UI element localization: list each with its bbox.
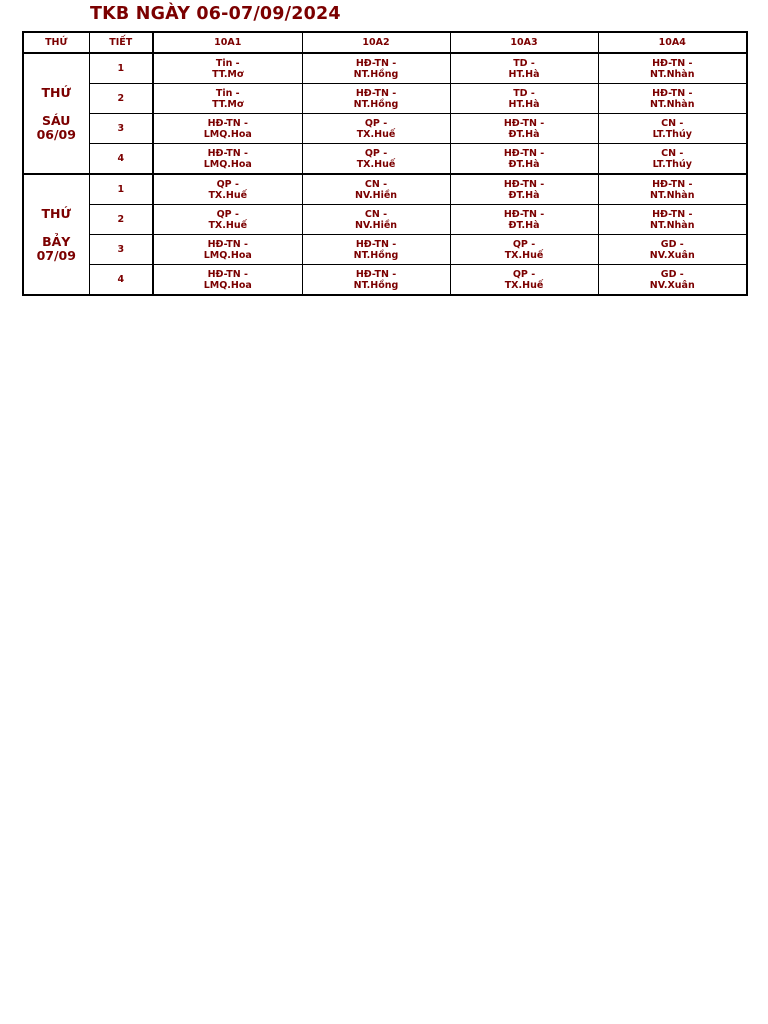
lesson-subject: HĐ-TN - (207, 117, 248, 129)
lesson-teacher: TX.Huế (208, 189, 248, 201)
lesson-subject: Tin - (215, 87, 240, 99)
lesson-cell (450, 53, 598, 84)
lesson-cell (153, 144, 302, 175)
day-label-date: 06/09 (36, 126, 76, 142)
lesson-teacher: ĐT.Hà (508, 219, 540, 231)
lesson-cell (302, 174, 450, 205)
period-number: 2 (89, 84, 153, 114)
lesson-subject: HĐ-TN - (355, 238, 397, 250)
lesson-teacher: TX.Huế (208, 219, 248, 231)
lesson-teacher: TX.Huế (356, 128, 396, 140)
lesson-cell (598, 144, 747, 175)
lesson-cell (302, 114, 450, 144)
header-row (23, 32, 747, 53)
day-label-gap (24, 100, 89, 114)
lesson-subject: GD - (660, 238, 684, 250)
table-row (23, 84, 747, 114)
lesson-teacher: NT.Hồng (353, 68, 399, 80)
lesson-cell (302, 53, 450, 84)
lesson-cell (450, 205, 598, 235)
lesson-cell (598, 53, 747, 84)
lesson-subject: HĐ-TN - (355, 57, 397, 69)
lesson-subject: CN - (364, 208, 388, 220)
lesson-teacher: NT.Nhàn (650, 98, 695, 110)
lesson-cell (450, 235, 598, 265)
lesson-teacher: NV.Xuân (649, 249, 695, 261)
lesson-subject: HĐ-TN - (503, 208, 545, 220)
lesson-teacher: TT.Mơ (212, 98, 244, 110)
period-number: 1 (89, 174, 153, 205)
lesson-cell (598, 265, 747, 296)
lesson-subject: HĐ-TN - (652, 57, 693, 69)
lesson-teacher: LT.Thúy (652, 128, 692, 140)
lesson-subject: Tin - (215, 57, 240, 69)
lesson-subject: QP - (216, 178, 239, 190)
lesson-cell (598, 235, 747, 265)
lesson-teacher: NV.Hiền (354, 219, 398, 231)
lesson-cell (302, 144, 450, 175)
period-number: 2 (89, 205, 153, 235)
lesson-teacher: LMQ.Hoa (203, 158, 252, 170)
day-label (23, 174, 89, 295)
lesson-cell (153, 174, 302, 205)
period-number: 3 (89, 114, 153, 144)
day-label-gap (24, 221, 89, 235)
lesson-subject: HĐ-TN - (503, 147, 545, 159)
lesson-subject: HĐ-TN - (652, 208, 693, 220)
lesson-cell (302, 265, 450, 296)
lesson-subject: HĐ-TN - (207, 238, 248, 250)
period-number: 1 (89, 53, 153, 84)
lesson-cell (302, 84, 450, 114)
lesson-teacher: TX.Huế (356, 158, 396, 170)
lesson-cell (450, 144, 598, 175)
lesson-cell (153, 265, 302, 296)
lesson-subject: CN - (661, 117, 684, 129)
lesson-subject: HĐ-TN - (652, 87, 693, 99)
lesson-subject: GD - (660, 268, 684, 280)
lesson-cell (153, 205, 302, 235)
lesson-teacher: NT.Hồng (353, 98, 399, 110)
lesson-teacher: NV.Hiền (354, 189, 398, 201)
lesson-teacher: ĐT.Hà (508, 158, 540, 170)
header-class-10a3: 10A3 (450, 32, 598, 53)
lesson-teacher: LMQ.Hoa (203, 279, 252, 291)
lesson-cell (153, 114, 302, 144)
header-class-10a2: 10A2 (302, 32, 450, 53)
lesson-subject: TD - (513, 87, 535, 99)
lesson-subject: HĐ-TN - (355, 268, 397, 280)
lesson-cell (302, 235, 450, 265)
header-class-10a4: 10A4 (598, 32, 747, 53)
lesson-subject: QP - (512, 268, 536, 280)
day-label-date: 07/09 (36, 247, 76, 263)
lesson-teacher: NT.Nhàn (650, 68, 695, 80)
lesson-cell (598, 84, 747, 114)
lesson-cell (450, 265, 598, 296)
lesson-teacher: NV.Xuân (649, 279, 695, 291)
day-label-dayname: BẢY (42, 233, 71, 249)
lesson-cell (598, 114, 747, 144)
lesson-cell (450, 84, 598, 114)
header-period: TIẾT (89, 32, 153, 53)
lesson-cell (450, 174, 598, 205)
lesson-teacher: NT.Nhàn (650, 219, 695, 231)
day-label-weekday: THỨ (41, 84, 71, 100)
lesson-subject: HĐ-TN - (207, 268, 248, 280)
lesson-teacher: ĐT.Hà (508, 189, 540, 201)
lesson-teacher: LT.Thúy (652, 158, 692, 170)
table-row (23, 114, 747, 144)
day-label (23, 53, 89, 174)
lesson-subject: QP - (216, 208, 239, 220)
lesson-teacher: TX.Huế (504, 279, 544, 291)
lesson-teacher: TT.Mơ (212, 68, 244, 80)
header-day: THỨ (23, 32, 89, 53)
day-label-dayname: SÁU (42, 112, 71, 128)
table-row (23, 53, 747, 84)
lesson-teacher: HT.Hà (508, 98, 540, 110)
lesson-subject: QP - (512, 238, 536, 250)
lesson-cell (153, 53, 302, 84)
lesson-subject: HĐ-TN - (503, 117, 545, 129)
table-row (23, 174, 747, 205)
lesson-subject: HĐ-TN - (207, 147, 248, 159)
lesson-subject: TD - (513, 57, 535, 69)
lesson-subject: QP - (364, 117, 388, 129)
timetable (22, 31, 748, 296)
table-row (23, 265, 747, 296)
period-number: 3 (89, 235, 153, 265)
lesson-cell (302, 205, 450, 235)
lesson-cell (598, 174, 747, 205)
lesson-teacher: NT.Hồng (353, 279, 399, 291)
lesson-subject: QP - (364, 147, 388, 159)
table-row (23, 235, 747, 265)
table-row (23, 205, 747, 235)
lesson-cell (153, 84, 302, 114)
lesson-subject: HĐ-TN - (503, 178, 545, 190)
lesson-teacher: NT.Hồng (353, 249, 399, 261)
lesson-subject: HĐ-TN - (355, 87, 397, 99)
header-class-10a1: 10A1 (153, 32, 302, 53)
lesson-teacher: HT.Hà (508, 68, 540, 80)
table-row (23, 144, 747, 175)
day-label-weekday: THỨ (41, 205, 71, 221)
period-number: 4 (89, 265, 153, 296)
lesson-teacher: TX.Huế (504, 249, 544, 261)
lesson-subject: HĐ-TN - (652, 178, 693, 190)
lesson-cell (450, 114, 598, 144)
lesson-teacher: LMQ.Hoa (203, 249, 252, 261)
page-title: TKB NGÀY 06-07/09/2024 (90, 4, 341, 24)
lesson-cell (153, 235, 302, 265)
lesson-teacher: ĐT.Hà (508, 128, 540, 140)
timetable-body (23, 53, 747, 295)
lesson-teacher: LMQ.Hoa (203, 128, 252, 140)
lesson-teacher: NT.Nhàn (650, 189, 695, 201)
lesson-subject: CN - (661, 147, 684, 159)
period-number: 4 (89, 144, 153, 175)
lesson-subject: CN - (364, 178, 388, 190)
lesson-cell (598, 205, 747, 235)
